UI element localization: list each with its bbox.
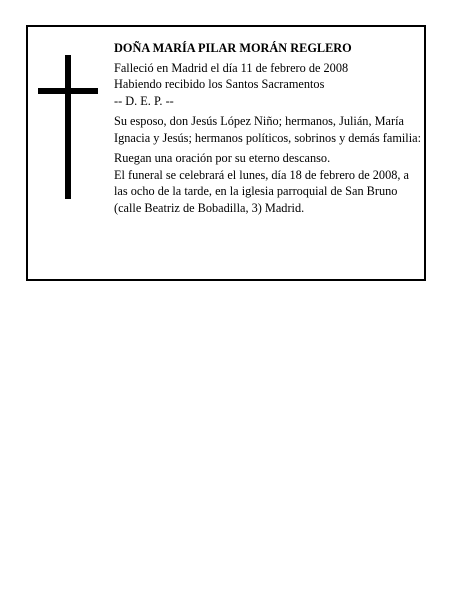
cross-vertical-bar bbox=[65, 55, 71, 199]
prayer-line: Ruegan una oración por su eterno descanso. bbox=[114, 151, 331, 165]
cross-icon bbox=[38, 55, 98, 199]
rip-line: -- D. E. P. -- bbox=[114, 93, 174, 108]
deceased-name: DOÑA MARÍA PILAR MORÁN REGLERO bbox=[114, 41, 352, 55]
death-line: Falleció en Madrid el día 11 de febrero de 2008 bbox=[114, 60, 349, 75]
family-line: Su esposo, don Jesús López Niño; hermanos, Julián, María Ignacia y Jesús; hermanos políticos, sobrinos y demás familia: bbox=[114, 114, 422, 145]
cross-horizontal-bar bbox=[38, 88, 98, 94]
funeral-line: El funeral se celebrará el lunes, día 18 de febrero de 2008, a las ocho de la tarde, en la iglesia parroquial de San Bruno (calle Beatriz de Bobadilla, 3) Madrid. bbox=[114, 167, 409, 215]
notice-text bbox=[114, 40, 422, 216]
sacraments-line: Habiendo recibido los Santos Sacramentos bbox=[114, 77, 325, 91]
obituary-notice bbox=[26, 25, 426, 281]
